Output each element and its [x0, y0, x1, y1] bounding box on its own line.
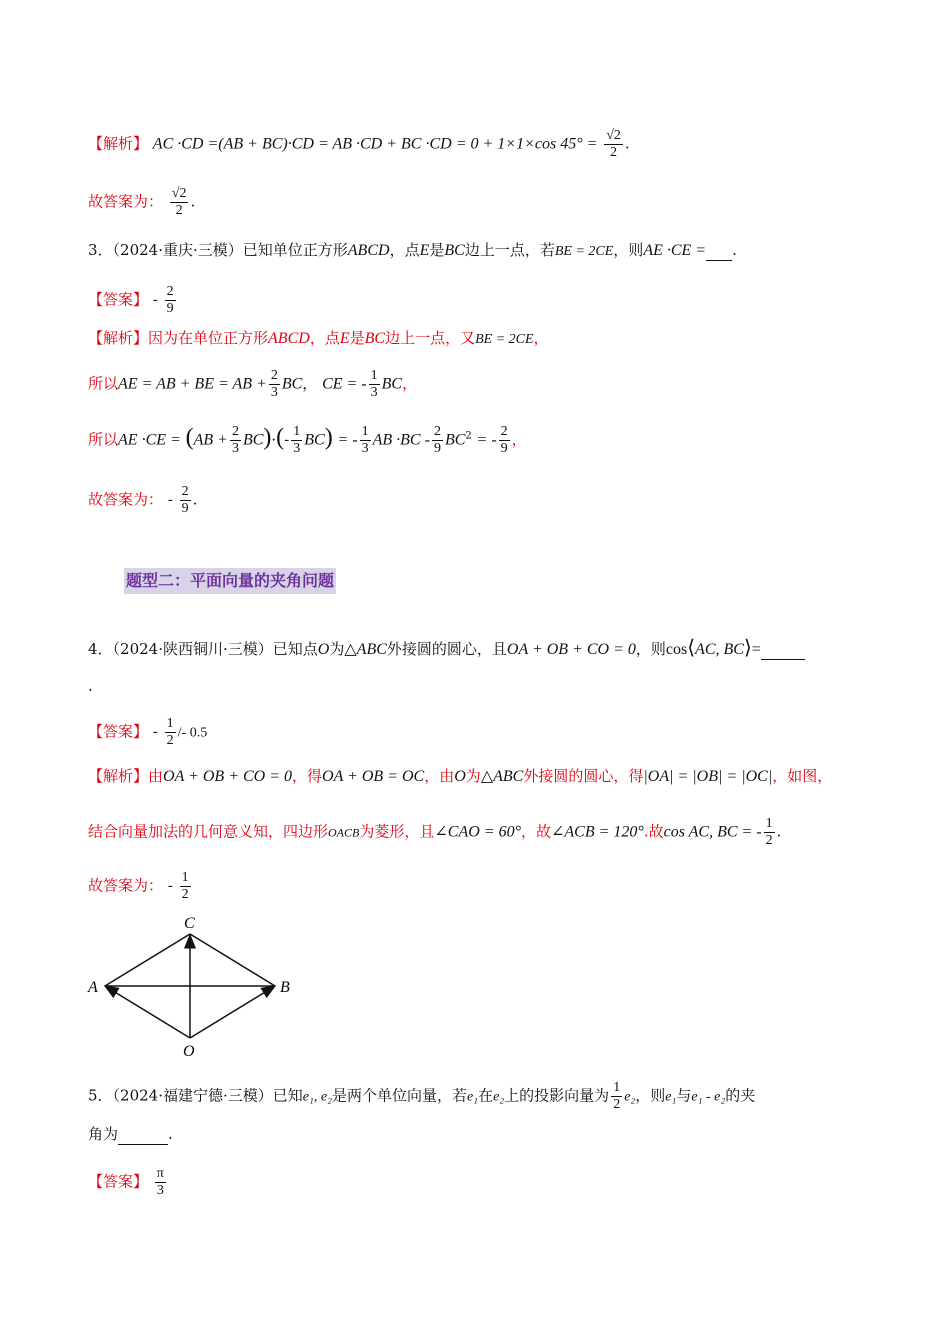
question-source: （2024·福建宁德·三模）: [112, 1086, 273, 1105]
fraction: $\frac{2}{9}$: [166, 284, 174, 316]
question-3: 3．（2024·重庆·三模）已知单位正方形ABCD，点E是BC边上一点，若BE = 2CE，则AE ·CE = .: [88, 241, 737, 259]
answer-line-q4: 故答案为： - $\frac{1}{2}$: [88, 870, 189, 902]
question-4-period: .: [88, 677, 93, 695]
edge-ca: [105, 934, 190, 986]
analysis-q3-line-3: 所以AE ·CE = (AB + $\frac{2}{3}$ BC)·(- $\frac{1}{3}$ BC) = - $\frac{1}{3}$ AB ·BC - $\frac{2}{9}$ $BC^2$ = - $\frac{2}{9}$ ，: [88, 424, 527, 456]
analysis-line-1: 【解析】 AC ·CD =(AB + BC)·CD = AB ·CD + BC ·CD = 0 + 1×1×cos 45° = $\frac{√2}{2}$ .: [88, 128, 630, 160]
label-a: A: [88, 979, 98, 996]
answer-lead: 故答案为：: [88, 192, 164, 211]
edge-oa: [105, 986, 190, 1038]
analysis-q4-line-2: 结合向量加法的几何意义知，四边形OACB为菱形，且∠CAO = 60°，故∠ACB = 120°.故cos AC, BC = - $\frac{1}{2}$ .: [88, 816, 782, 848]
edge-cb: [190, 934, 275, 986]
analysis-q3-line-1: 【解析】因为在单位正方形ABCD，点E是BC边上一点，又BE = 2CE，: [88, 329, 549, 347]
label-b: B: [280, 979, 290, 996]
analysis-tag: 【解析】: [88, 329, 149, 347]
answer-blank: [706, 240, 732, 261]
label-o: O: [183, 1043, 195, 1060]
fraction: $\frac{√2}{2}$: [171, 186, 187, 218]
label-c: C: [184, 915, 195, 932]
analysis-tag: 【解析】: [88, 134, 149, 153]
fraction: $\frac{√2}{2}$: [606, 128, 621, 160]
answer-tag: 【答案】: [88, 290, 149, 309]
question-5-line-2: 角为 .: [88, 1125, 173, 1143]
answer-tag: 【答案】: [88, 722, 149, 741]
section-title: 题型二：平面向量的夹角问题: [124, 568, 336, 594]
question-5: 5．（2024·福建宁德·三模）已知e₁, e₂是两个单位向量，若e₁在e₂上的投影向量为 $\frac{1}{2}$ e₂，则e₁与e₁ - e₂的夹: [88, 1080, 756, 1112]
analysis-q4-line-1: 【解析】由OA + OB + CO = 0，得OA + OB = OC，由O为△ABC外接圆的圆心，得|OA| = |OB| = |OC|，如图，: [88, 767, 833, 785]
analysis-q3-line-2: 所以AE = AB + BE = AB + $\frac{2}{3}$ BC， CE = - $\frac{1}{3}$ BC，: [88, 368, 418, 400]
question-source: （2024·重庆·三模）: [112, 241, 243, 259]
answer-q5: 【答案】 $\frac{\pi}{3}$: [88, 1166, 164, 1198]
question-4: 4．（2024·陕西铜川·三模）已知点O为△ABC外接圆的圆心，且OA + OB + CO = 0，则cos⟨AC, BC⟩=: [88, 638, 805, 660]
edge-ob: [190, 986, 275, 1038]
answer-tag: 【答案】: [88, 1172, 149, 1191]
answer-blank: [761, 639, 805, 660]
answer-q4: 【答案】 - $\frac{1}{2}$ /- 0.5: [88, 716, 208, 748]
vector-expression: AC ·CD =(AB + BC)·CD = AB ·CD + BC ·CD = 0 + 1×1×cos 45° =: [152, 135, 598, 153]
answer-q3: 【答案】 - $\frac{2}{9}$: [88, 284, 174, 316]
answer-blank: [118, 1124, 168, 1145]
answer-line-q3: 故答案为： - $\frac{2}{9}$ .: [88, 484, 198, 516]
question-source: （2024·陕西铜川·三模）: [112, 640, 273, 658]
analysis-tag: 【解析】: [88, 767, 149, 785]
rhombus-figure: [80, 908, 310, 1064]
answer-line-1: 故答案为： $\frac{√2}{2}$ .: [88, 186, 196, 218]
